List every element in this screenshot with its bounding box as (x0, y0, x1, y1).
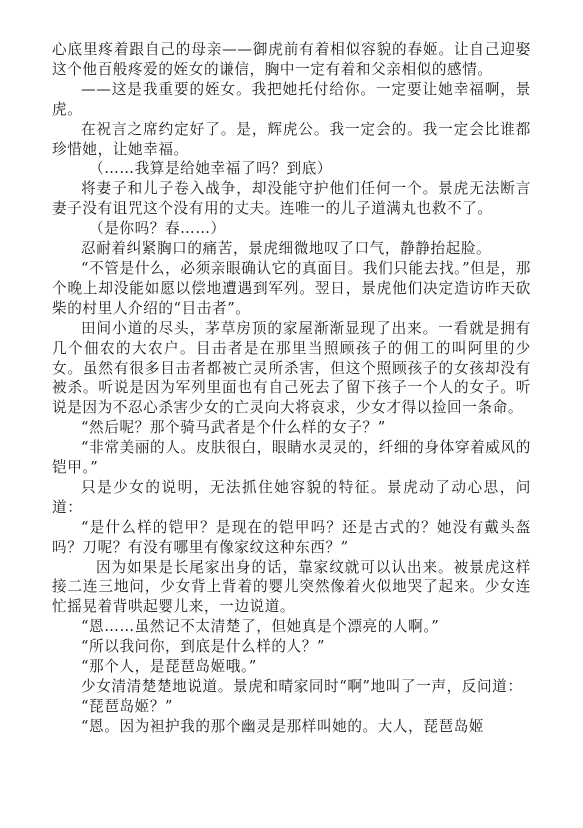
paragraph-7: 忍耐着纠紧胸口的痛苦，景虎细微地叹了口气，静静抬起脸。 (81, 240, 492, 258)
paragraph-16: “所以我问你，到底是什么样的人？” (81, 638, 326, 656)
paragraph-8: “不管是什么，必须亲眼确认它的真面目。我们只能去找。”但是，那个晚上却没能如愿以偿地遭遇到军列。翌日，景虎他们决定造访昨天砍柴的村里人介绍的“目击者”。 (52, 259, 531, 317)
paragraph-15: “恩……虽然记不太清楚了，但她真是个漂亮的人啊。” (81, 618, 440, 636)
paragraph-5: 将妻子和儿子卷入战争，却没能守护他们任何一个。景虎无法断言妻子没有诅咒这个没有用的丈夫。连唯一的儿子道满丸也救不了。 (52, 180, 531, 218)
paragraph-17: “那个人，是琵琶岛姬哦。” (81, 658, 257, 676)
paragraph-1: 心底里疼着跟自己的母亲——御虎前有着相似容貌的春姬。让自己迎娶这个他百般疼爱的姪女的谦信，胸中一定有着和父亲相似的感情。 (52, 41, 531, 78)
paragraph-4: （……我算是给她幸福了吗？到底） (89, 160, 333, 178)
paragraph-9: 田间小道的尽头，茅草房顶的家屋渐渐显现了出来。一看就是拥有几个佃农的大农户。目击者是在那里当照顾孩子的佣工的叫阿里的少女。虽然有很多目击者都被亡灵所杀害，但这个照顾孩子的女孩却没有被杀。听说是因为军列里面也有自己死去了留下孩子一个人的女子。听说是因为不忍心杀害少女的亡灵向大将哀求，少女才得以捡回一条命。 (52, 319, 531, 417)
paragraph-18: 少女清清楚楚地说道。景虎和晴家同时“啊”地叫了一声，反问道： (81, 678, 523, 695)
paragraph-20: “恩。因为袒护我的那个幽灵是那样叫她的。大人，琵琶岛姬 (81, 717, 485, 735)
paragraph-14: 因为如果是长尾家出身的话，靠家纹就可以认出来。被景虎这样接二连三地问，少女背上背着的婴儿突然像着火似地哭了起来。少女连忙摇晃着背哄起婴儿来，一边说道。 (52, 558, 531, 616)
paragraph-12: 只是少女的说明，无法抓住她容貌的特征。景虎动了动心思，问道： (52, 478, 531, 516)
paragraph-10: “然后呢？那个骑马武者是个什么样的女子？” (81, 419, 386, 437)
paragraph-13: “是什么样的铠甲？是现在的铠甲吗？还是古式的？她没有戴头盔吗？刀呢？有没有哪里有像家纹这种东西？” (52, 518, 531, 556)
paragraph-11: “非常美丽的人。皮肤很白，眼睛水灵灵的，纤细的身体穿着威风的铠甲。” (52, 439, 531, 477)
document-body (52, 40, 531, 737)
paragraph-6: （是你吗？春……） (89, 220, 226, 238)
paragraph-19: “琵琶岛姬？” (81, 697, 174, 715)
paragraph-3: 在祝言之席约定好了。是，辉虎公。我一定会的。我一定会比谁都珍惜她，让她幸福。 (52, 120, 531, 158)
paragraph-2: ——这是我重要的姪女。我把她托付给你。一定要让她幸福啊，景虎。 (52, 80, 531, 118)
